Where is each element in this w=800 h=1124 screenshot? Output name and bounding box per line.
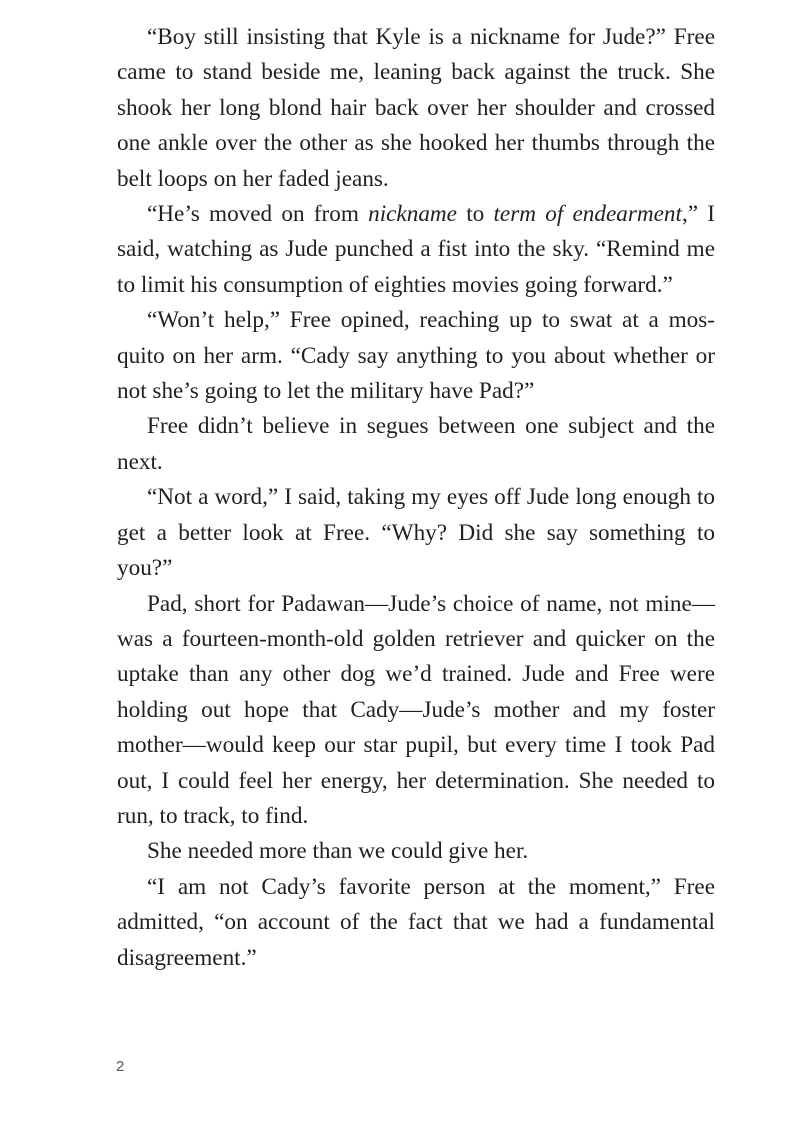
paragraph <box>117 20 715 197</box>
text-run: “He’s moved on from <box>147 201 369 228</box>
paragraph <box>117 870 715 976</box>
italic-text: term of endearment <box>493 201 682 228</box>
text-run: “Not a word,” I said, taking my eyes off Jude long enough to get a better look at Free. “Why? Did she say something to you?” <box>117 484 715 582</box>
text-run: to <box>456 201 494 228</box>
text-run: “Won’t help,” Free opined, reaching up to swat at a mosquito on her arm. “Cady say anything to you about whether or not she’s going to let the military have Pad?” <box>117 307 715 405</box>
paragraph <box>117 834 715 869</box>
text-run: “I am not Cady’s favorite person at the moment,” Free admitted, “on account of the fact that we had a fundamental disagreement.” <box>117 873 715 971</box>
text-run: She needed more than we could give her. <box>147 838 529 865</box>
text-run: ,” I said, watching as Jude punched a fist into the sky. “Remind me to limit his consumption of eighties movies going forward.” <box>117 201 715 298</box>
italic-text: nickname <box>368 201 457 228</box>
paragraph <box>117 480 715 586</box>
paragraph <box>117 303 715 409</box>
paragraph <box>117 587 715 835</box>
paragraph <box>117 197 715 303</box>
text-run: Free didn’t believe in segues between one subject and the next. <box>117 413 715 475</box>
page-number: 2 <box>116 1058 125 1075</box>
book-page-body <box>117 20 715 976</box>
paragraph <box>117 409 715 480</box>
text-run: Pad, short for Padawan—Jude’s choice of name, not mine—was a fourteen-month-old golden retriever and quicker on the uptake than any other dog we’d trained. Jude and Free were holding out hope that Cady—Jude’s mother and my foster mother—would keep our star pupil, but every time I took Pad out, I could feel her energy, her determination. She needed to run, to track, to find. <box>117 590 715 829</box>
text-run: “Boy still insisting that Kyle is a nickname for Jude?” Free came to stand beside me, leaning back against the truck. She shook her long blond hair back over her shoulder and crossed one ankle over the other as she hooked her thumbs through the belt loops on her faded jeans. <box>117 24 715 192</box>
